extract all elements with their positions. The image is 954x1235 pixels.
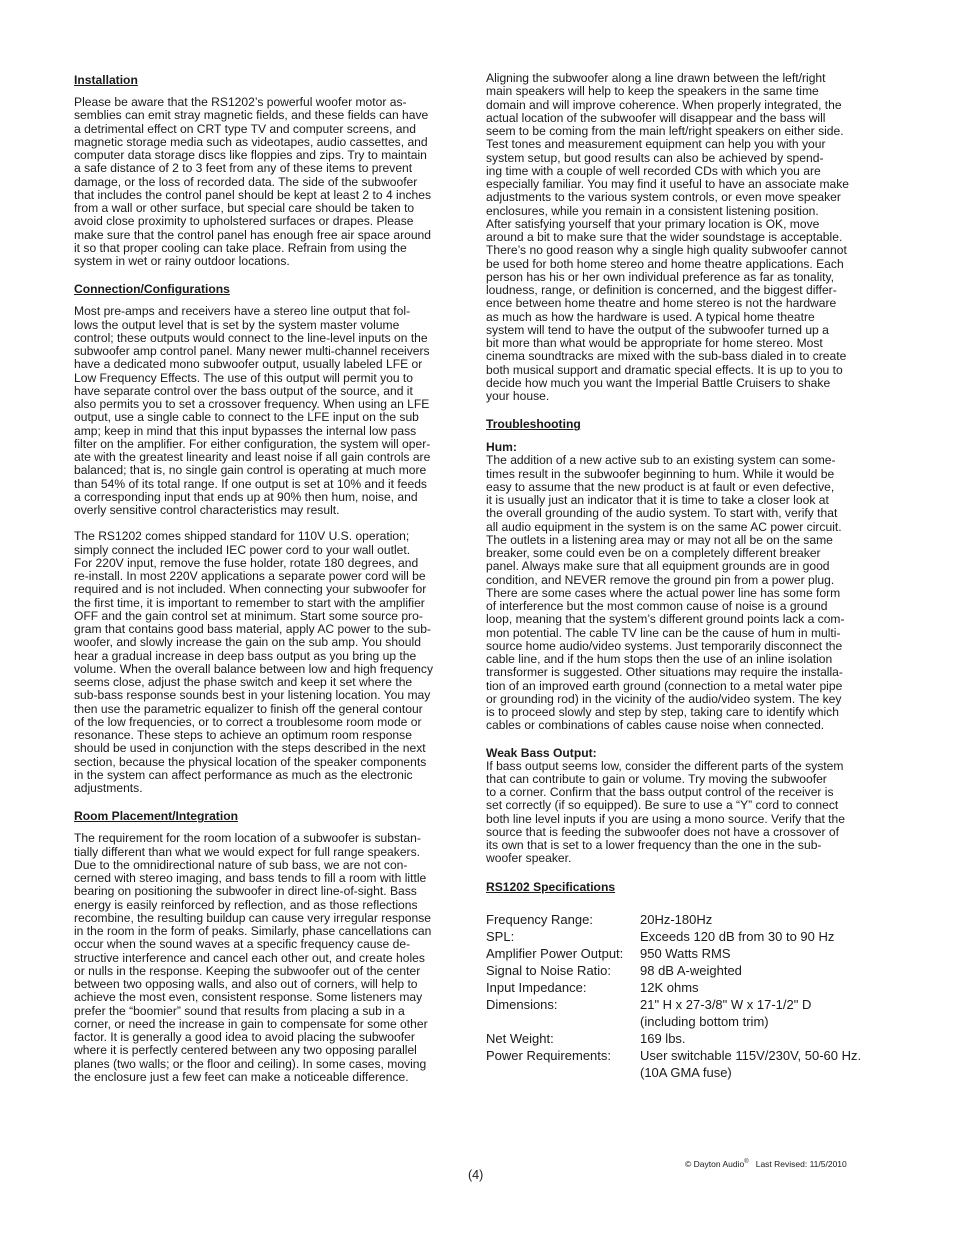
spec-row [486, 945, 882, 962]
right-column [486, 72, 882, 1081]
spec-value: 21" H x 27-3/8" W x 17-1/2" D (including bottom trim) [640, 996, 812, 1029]
registered-mark: ® [744, 1159, 749, 1165]
installation-paragraph: Please be aware that the RS1202’s powerful woofer motor as- semblies can emit stray magnetic fields, and these fields can have a detrimental effect on CRT type TV and computer screens, and magnetic storage media such as videotapes, audio cassettes, and computer data storage discs like floppies and zips. Try to maintain a safe distance of 2 to 3 feet from any of these items to prevent damage, or the loss of recorded data. The side of the subwoofer that includes the control panel should be kept at least 2 to 4 inches from a wall or other surface, but special care should be taken to avoid close proximity to upholstered surfaces or drapes. Please make sure that the control panel has enough free air space around it so that proper cooling can take place. Refrain from using the system in wet or rainy outdoor locations. [74, 95, 432, 268]
spec-value: 950 Watts RMS [640, 945, 731, 961]
hum-heading: Hum: [486, 440, 517, 455]
spec-row [486, 1047, 882, 1081]
spec-value: 169 lbs. [640, 1030, 686, 1046]
spec-value: 98 dB A-weighted [640, 962, 742, 978]
spec-label: Signal to Noise Ratio: [486, 962, 612, 978]
spec-row [486, 979, 882, 996]
spec-row [486, 1030, 882, 1047]
spec-label: Input Impedance: [486, 979, 587, 995]
spec-label: Amplifier Power Output: [486, 945, 624, 961]
spec-label: Dimensions: [486, 996, 558, 1012]
spec-value: User switchable 115V/230V, 50-60 Hz. (10A GMA fuse) [640, 1047, 862, 1080]
installation-heading: Installation [74, 73, 138, 87]
specifications-table [486, 911, 882, 1081]
troubleshooting-heading: Troubleshooting [486, 417, 581, 432]
page-number: (4) [468, 1168, 484, 1182]
room-placement-paragraph: The requirement for the room location of a subwoofer is substan- tially different than what we would expect for full range speakers. Due to the omnidirectional nature of sub bass, we are not con- cerned with stereo imaging, and bass tends to fill a room with little bearing on positioning the subwoofer in direct line-of-sight. Bass energy is easily reinforced by reflection, and as those reflections recombine, the resulting buildup can cause very irregular response in the room in the form of peaks. Similarly, phase cancellations can occur when the sound waves at a specific frequency cause de- structive interference and cancel each other out, and create holes or nulls in the response. Keeping the subwoofer out of the center between two opposing walls, and also out of corners, will help to achieve the most even, consistent response. Some listeners may prefer the “boomier” sound that results from placing a sub in a corner, or need the increase in gain to compensate for some other factor. It is generally a good idea to avoid placing the subwoofer where it is perfectly centered between any two opposing parallel planes (two walls; or the floor and ceiling). In some cases, moving the enclosure just a few feet can make a noticeable difference. [74, 831, 432, 1084]
connection-paragraph-2: The RS1202 comes shipped standard for 110V U.S. operation; simply connect the included IEC power cord to your wall outlet. For 220V input, remove the fuse holder, rotate 180 degrees, and re-install. In most 220V applications a separate power cord will be required and is not included. When connecting your subwoofer for the first time, it is important to remember to start with the amplifier OFF and the gain control set at minimum. Start some source pro- gram that contains good bass material, apply AC power to the sub- woofer, and slowly increase the gain on the sub amp. You should hear a gradual increase in deep bass output as you bring up the volume. When the overall balance between low and high frequency seems close, adjust the phase switch and keep it set where the sub-bass response sounds best in your listening location. You may then use the parametric equalizer to finish off the general contour of the low frequencies, or to correct a troublesome room mode or resonance. These steps to achieve an optimum room response should be used in conjunction with the steps described in the next section, because the physical location of the speaker components in the system can affect performance as much as the electronic adjustments. [74, 529, 434, 795]
connection-heading: Connection/Configurations [74, 282, 230, 297]
spec-row [486, 996, 882, 1030]
copyright-notice [685, 1157, 847, 1170]
connection-paragraph-1: Most pre-amps and receivers have a stereo line output that fol- lows the output level that is set by the system master volume control; these outputs would connect to the line-level inputs on the subwoofer amp control panel. Many newer multi-channel receivers have a dedicated mono subwoofer output, usually labeled LFE or Low Frequency Effects. The use of this output will permit you to have separate control over the bass output of the source, and it also permits you to set a crossover frequency. When using an LFE output, use a single cable to connect to the LFE input on the sub amp; keep in mind that this input bypasses the internal low pass filter on the amplifier. For either configuration, the system will oper- ate with the greatest linearity and least noise if all gain controls are balanced; that is, no single gain control is operating at much more than 54% of its total range. If one output is set at 10% and it feeds a corresponding input that ends up at 90% then hum, noise, and overly sensitive control characteristics may result. [74, 304, 431, 517]
spec-value: 12K ohms [640, 979, 699, 995]
weak-bass-paragraph: If bass output seems low, consider the different parts of the system that can contribute to gain or volume. Try moving the subwoofer to a corner. Confirm that the bass output control of the receiver is set correctly (if so equipped). Be sure to use a “Y” cord to connect both line level inputs if you are using a mono source. Verify that the source that is feeding the subwoofer does not have a crossover of its own that is set to a lower frequency than the one in the sub- woofer speaker. [486, 758, 845, 866]
specifications-heading: RS1202 Specifications [486, 879, 616, 894]
weak-bass-heading: Weak Bass Output: [486, 745, 597, 760]
last-revised: Last Revised: 11/5/2010 [755, 1158, 847, 1169]
left-column [74, 72, 470, 1084]
room-placement-heading: Room Placement/Integration [74, 809, 238, 824]
spec-label: Net Weight: [486, 1030, 554, 1046]
spec-label: Power Requirements: [486, 1047, 611, 1063]
spec-row [486, 962, 882, 979]
spec-label: Frequency Range: [486, 911, 593, 927]
hum-paragraph: The addition of a new active sub to an existing system can some- times result in the subwoofer beginning to hum. While it would be easy to assume that the new product is at fault or even defective, it is usually just an indicator that it is time to take a closer look at the overall grounding of the audio system. To start with, verify that all audio equipment in the system is on the same AC power circuit. The outlets in a listening area may or may not all be on the same breaker, some could even be on a completely different breaker panel. Always make sure that all equipment grounds are in good condition, and NEVER remove the ground pin from a power plug. There are some cases where the actual power line has some form of interference but the most common cause of noise is a ground loop, meaning that the system’s different ground points lack a com- mon potential. The cable TV line can be the cause of hum in multi- source home audio/video systems. Just temporarily disconnect the cable line, and if the hum stops then the use of an inline isolation transformer is suggested. Other situations may require the installa- tion of an improved earth ground (connection to a metal water pipe or grounding rod) in the vicinity of the audio/video system. The key is to proceed slowly and step by step, taking care to identify which cables or combinations of cables cause noise when connected. [486, 453, 845, 733]
spec-row [486, 928, 882, 945]
aligning-paragraph: Aligning the subwoofer along a line drawn between the left/right main speakers will help to keep the speakers in the same time domain and will improve coherence. When properly integrated, the actual location of the subwoofer will disappear and the bass will seem to be coming from the main left/right speakers on either side. Test tones and measurement equipment can help you with your system setup, but good results can also be achieved by spend- ing time with a couple of well recorded CDs with which you are especially familiar. You may find it useful to have an associate make adjustments to the various system controls, or even move speaker enclosures, while you remain in a consistent listening position. After satisfying yourself that your primary location is OK, move around a bit to make sure that the wider soundstage is acceptable. There’s no good reason why a single high quality subwoofer cannot be used for both home stereo and home theatre applications. Each person has his or her own individual preference as far as tonality, loudness, range, or definition is concerned, and the biggest differ- ence between home theatre and home stereo is not the hardware as much as how the hardware is used. A typical home theatre system will tend to have the output of the subwoofer turned up a bit more than what would be appropriate for home stereo. Most cinema soundtracks are mixed with the sub-bass dialed in to create both musical support and dramatic special effects. It is up to you to decide how much you want the Imperial Battle Cruisers to shake your house. [486, 71, 850, 403]
spec-row [486, 911, 882, 928]
copyright-text: © Dayton Audio [685, 1158, 745, 1169]
spec-label: SPL: [486, 928, 515, 944]
spec-value: Exceeds 120 dB from 30 to 90 Hz [640, 928, 835, 944]
spec-value: 20Hz-180Hz [640, 911, 713, 927]
